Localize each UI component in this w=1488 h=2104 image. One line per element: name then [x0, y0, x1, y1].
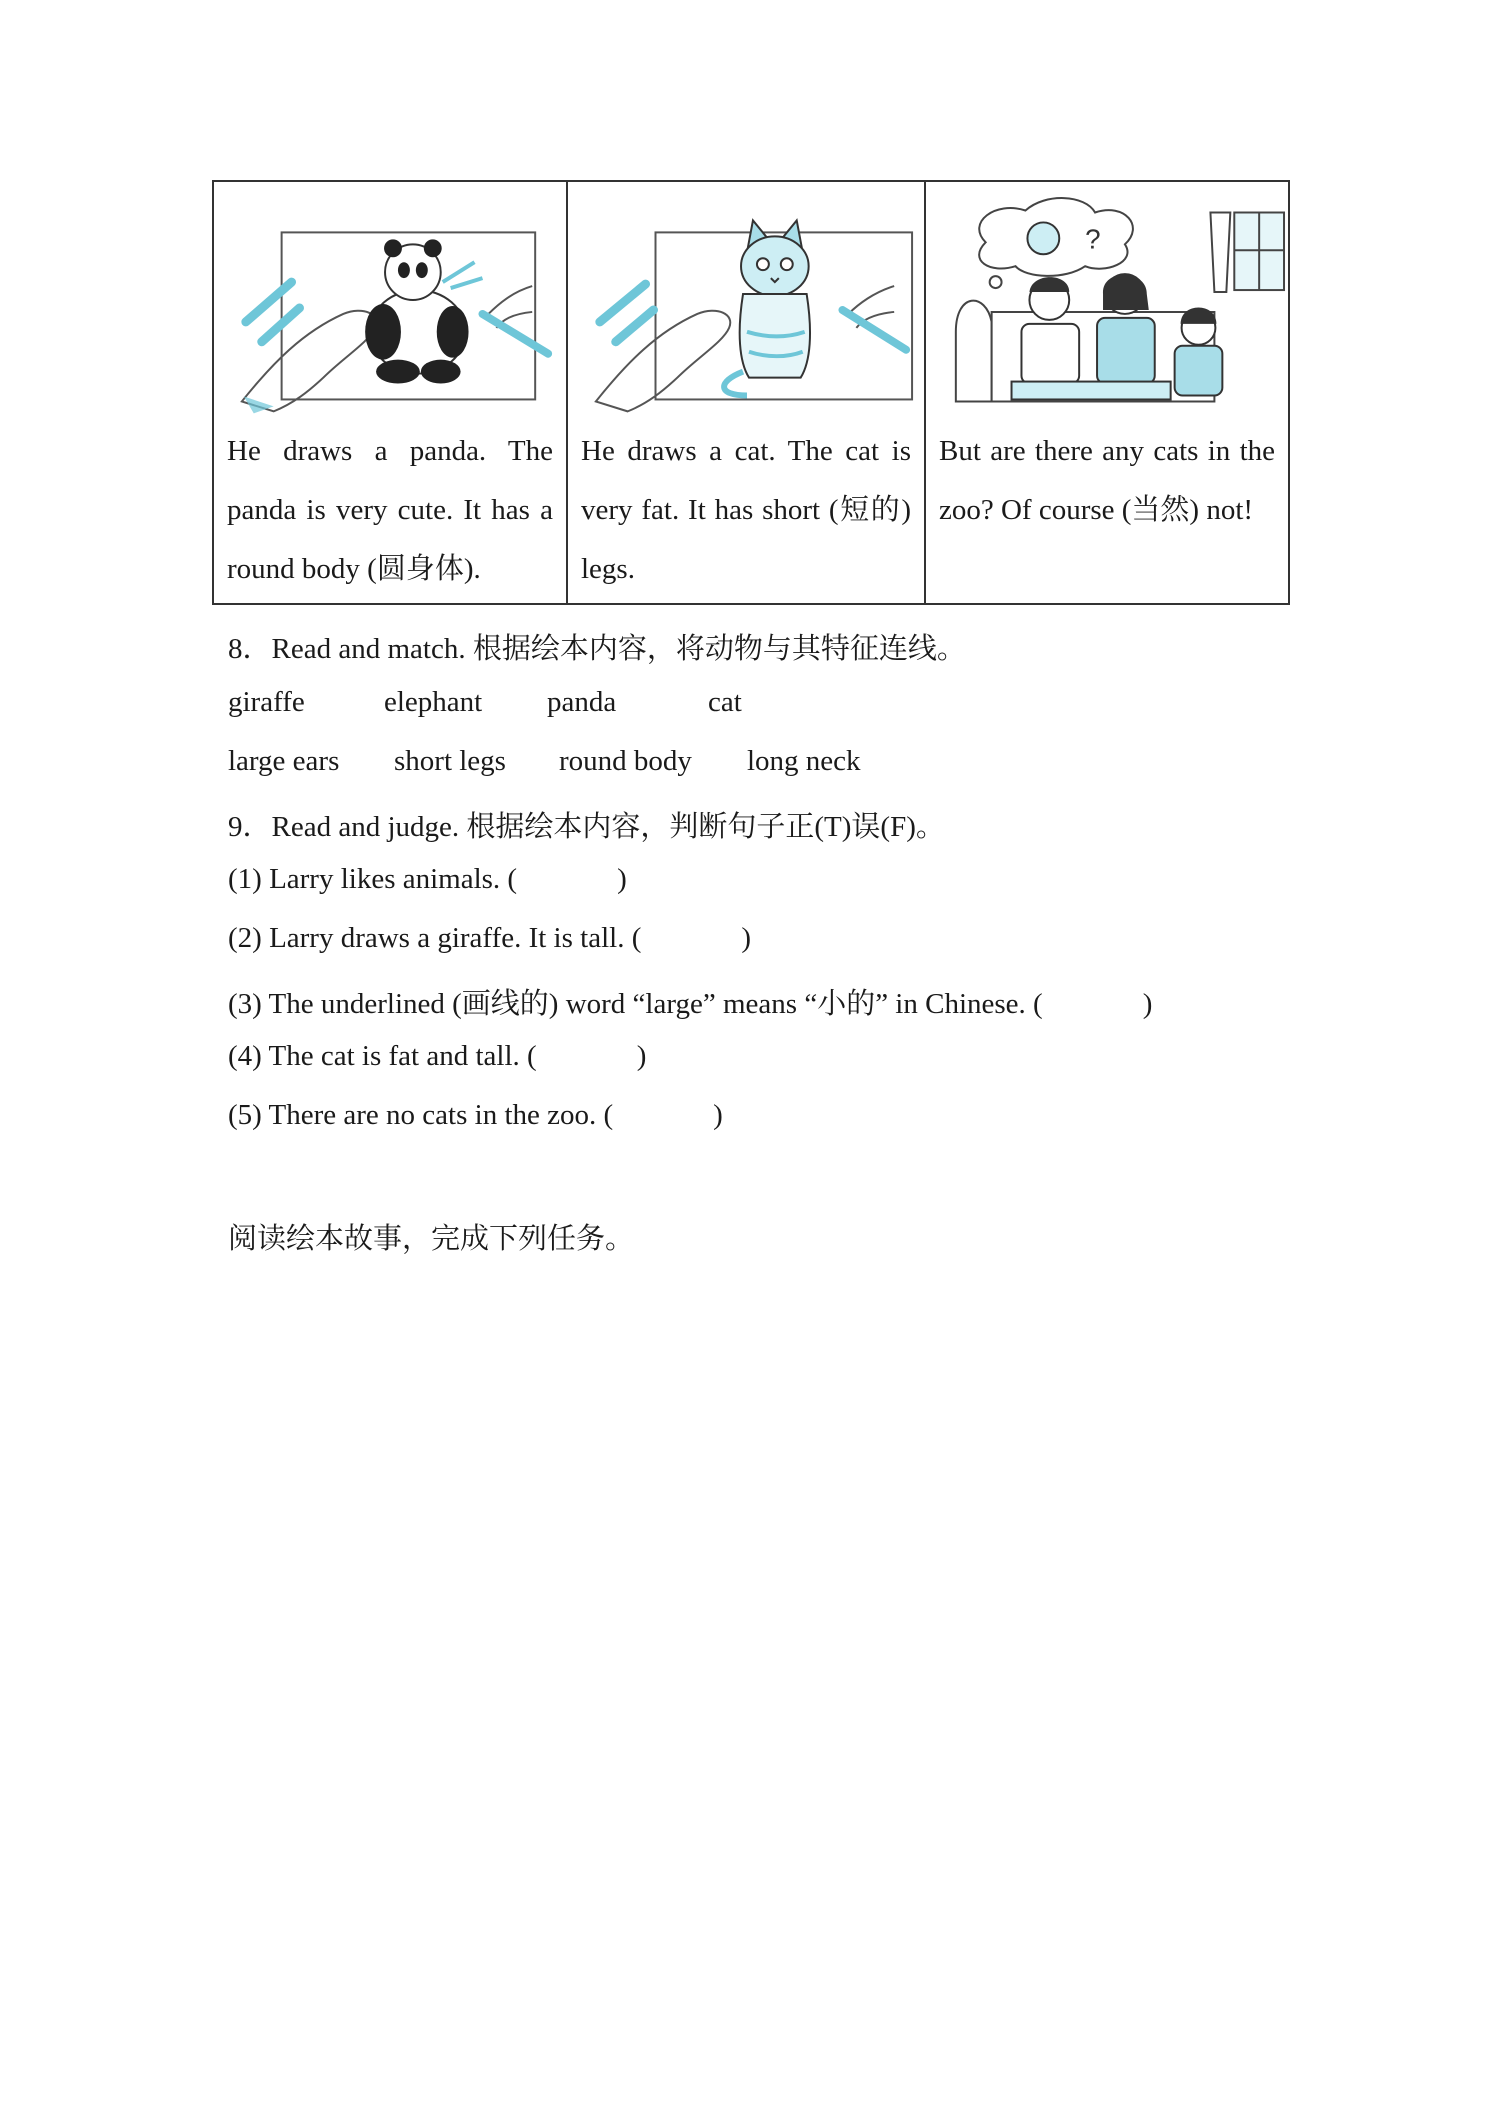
judge-item-2 [228, 922, 751, 955]
feature-word[interactable]: round body [559, 745, 692, 777]
pencil-icon [246, 282, 300, 342]
cat-drawing-icon [568, 182, 924, 422]
judge-item-text: (5) There are no cats in the zoo. ( [228, 1099, 614, 1131]
window-icon [1210, 212, 1284, 292]
judge-item-close: ) [1142, 988, 1153, 1020]
cat-illustration [568, 182, 924, 422]
judge-item-text: (3) The underlined (画线的) word “large” means “小的” in Chinese. ( [228, 988, 1043, 1020]
feature-word[interactable]: long neck [747, 745, 861, 777]
panel-caption: But are there any cats in the zoo? Of course (当然) not! [939, 435, 1275, 526]
panda-illustration [214, 182, 566, 422]
judge-item-5 [228, 1099, 723, 1132]
judge-item-text: (2) Larry draws a giraffe. It is tall. ( [228, 922, 642, 954]
judge-item-close: ) [713, 1099, 723, 1131]
q8-title: 8．Read and match. 根据绘本内容，将动物与其特征连线。 [228, 633, 966, 665]
judge-item-close: ) [741, 922, 752, 954]
animal-word[interactable]: panda [547, 686, 617, 718]
cat-figure [724, 220, 810, 395]
story-panel-3 [925, 181, 1289, 604]
panda-drawing-icon [214, 182, 566, 422]
judge-item-close: ) [636, 1040, 647, 1072]
animal-word[interactable]: elephant [384, 686, 483, 718]
next-task-instruction: 阅读绘本故事，完成下列任务。 [228, 1223, 635, 1255]
thought-bubble-icon [979, 198, 1133, 288]
family-icon [926, 182, 1288, 422]
story-panel-2 [567, 181, 925, 604]
panel-caption: He draws a cat. The cat is very fat. It has short (短的) legs. [581, 435, 911, 585]
panda-figure [365, 239, 482, 383]
people [1012, 274, 1223, 399]
story-panel-1 [213, 181, 567, 604]
q9-title: 9．Read and judge. 根据绘本内容，判断句子正(T)误(F)。 [228, 811, 945, 843]
animal-word[interactable]: cat [708, 686, 742, 718]
animal-word[interactable]: giraffe [228, 686, 305, 718]
svg-text:?: ? [1085, 223, 1101, 255]
judge-item-3 [228, 981, 1152, 1022]
judge-item-4 [228, 1040, 646, 1073]
judge-item-close: ) [617, 863, 627, 895]
judge-item-text: (4) The cat is fat and tall. ( [228, 1040, 537, 1072]
story-table [212, 180, 1290, 605]
family-illustration [926, 182, 1288, 422]
judge-item-text: (1) Larry likes animals. ( [228, 863, 518, 895]
panel-caption: He draws a panda. The panda is very cute. It has a round body (圆身体). [227, 435, 553, 585]
judge-item-1 [228, 863, 627, 896]
feature-word[interactable]: large ears [228, 745, 340, 777]
pencil-icon [600, 284, 654, 342]
feature-word[interactable]: short legs [394, 745, 506, 777]
